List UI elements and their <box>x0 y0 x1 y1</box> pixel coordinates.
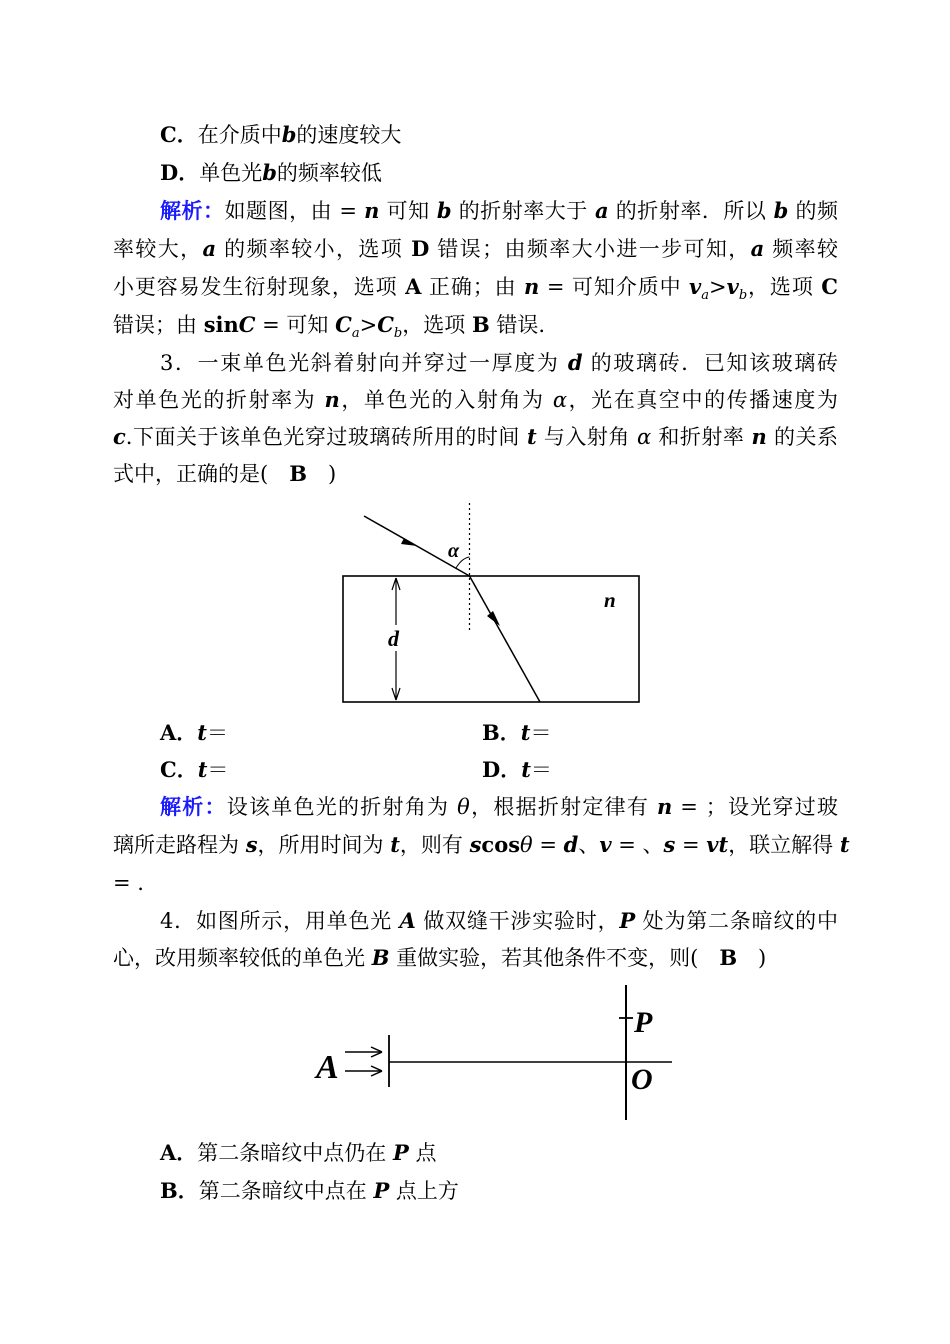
text: 心，改用频率较低的单色光 <box>113 946 372 970</box>
text: 的折射率．所以 <box>608 199 774 223</box>
text: B <box>471 312 490 337</box>
option-text: 点 <box>408 1141 437 1165</box>
text: = . <box>113 871 144 895</box>
arrow-icon <box>401 538 417 546</box>
q4-option-b <box>160 1176 838 1206</box>
option-prefix: C． <box>160 757 198 782</box>
text: ，则有 <box>399 833 470 857</box>
var: v <box>599 832 612 857</box>
var: s <box>245 832 258 857</box>
text: .下面关于该单色光穿过玻璃砖所用的时间 <box>125 425 528 449</box>
text: 设该单色光的折射角为 <box>226 795 458 819</box>
var: a <box>594 198 609 223</box>
var: θ <box>520 833 533 857</box>
text: 错误；由频率大小进一步可知， <box>429 237 751 261</box>
q4-line-1 <box>160 906 838 936</box>
var: t <box>839 832 850 857</box>
text: ，单色光的入射角为 <box>339 388 553 412</box>
text: 式中，正确的是( <box>113 462 290 486</box>
q2-option-d <box>160 158 838 188</box>
text: ，光在真空中的传播速度为 <box>567 388 838 412</box>
text: 璃所走路程为 <box>113 833 246 857</box>
var: C <box>335 312 352 337</box>
q2-analysis-line-1 <box>160 196 838 226</box>
text: C <box>821 274 838 299</box>
var: a <box>750 236 765 261</box>
subscript: b <box>393 326 403 342</box>
var: b <box>436 198 452 223</box>
var-b: b <box>262 160 277 185</box>
double-slit-figure <box>310 980 685 1125</box>
text: ，选项 <box>402 313 472 337</box>
answer: B <box>719 945 738 970</box>
equals: ＝ <box>530 721 552 745</box>
text: ，联立解得 <box>728 833 840 857</box>
var-p: P <box>373 1178 390 1203</box>
q3-option-a <box>160 718 228 748</box>
p-label: P <box>634 1006 653 1039</box>
q3-line-1 <box>160 348 838 378</box>
var: vt <box>706 832 729 857</box>
text: = 可知介质中 <box>539 275 690 299</box>
analysis-label: 解析： <box>160 198 225 223</box>
subscript: b <box>738 288 748 304</box>
text: 的频率较小，选项 <box>216 237 412 261</box>
subscript: a <box>351 326 360 342</box>
text: 与入射角 <box>536 425 638 449</box>
var: v <box>689 274 702 299</box>
q3-line-4 <box>113 459 838 489</box>
var: a <box>202 236 217 261</box>
text: 的玻璃砖．已知该玻璃砖 <box>582 351 838 375</box>
text: 3．一束单色光斜着射向并穿过一厚度为 <box>160 351 568 375</box>
option-text: 在介质中 <box>197 123 282 147</box>
o-label: O <box>631 1063 653 1096</box>
q2-option-c <box>160 120 838 150</box>
var: c <box>113 424 126 449</box>
answer: B <box>289 461 307 486</box>
arrow-icon <box>487 611 500 626</box>
var: C <box>377 312 394 337</box>
option-prefix: A． <box>160 720 198 745</box>
var-t: t <box>520 720 531 745</box>
subscript: a <box>701 288 710 304</box>
q2-analysis-line-4 <box>113 310 838 349</box>
var: n <box>657 794 673 819</box>
text: ，根据折射定律有 <box>469 795 657 819</box>
text: 正确；由 <box>421 275 525 299</box>
refracted-ray <box>470 576 541 702</box>
q3-option-c <box>160 755 228 785</box>
text: 的折射率大于 <box>451 199 595 223</box>
var-b: b <box>281 122 297 147</box>
text: 率较大， <box>113 237 203 261</box>
var: v <box>726 274 739 299</box>
var: t <box>390 832 400 857</box>
q2-analysis-line-2 <box>113 234 838 264</box>
option-prefix: D． <box>160 160 200 185</box>
text: 的频 <box>788 199 838 223</box>
var: θ <box>457 795 470 819</box>
text: 小更容易发生衍射现象，选项 <box>113 275 406 299</box>
text: ，选项 <box>747 275 822 299</box>
text: 频率较 <box>764 237 838 261</box>
q3-analysis-line-1 <box>160 792 838 822</box>
var: s <box>663 832 676 857</box>
var: n <box>364 198 380 223</box>
q2-analysis-line-3 <box>113 272 838 311</box>
equals: ＝ <box>207 721 228 745</box>
n-label: n <box>604 588 616 612</box>
glass-block-figure <box>340 505 645 710</box>
var: d <box>567 350 583 375</box>
text: 的关系 <box>766 425 838 449</box>
equals: ＝ <box>207 758 229 782</box>
option-prefix: B． <box>160 1178 199 1203</box>
option-text: 的频率较低 <box>276 161 382 185</box>
text: ) <box>737 946 767 970</box>
var-t: t <box>197 757 208 782</box>
a-label: A <box>316 1049 339 1086</box>
var: t <box>527 424 537 449</box>
text: ) <box>306 462 337 486</box>
option-prefix: B． <box>482 720 521 745</box>
text: D <box>411 236 430 261</box>
option-text: 的速度较大 <box>296 123 402 147</box>
text: 、 <box>578 833 600 857</box>
text: A <box>405 274 422 299</box>
text: = 、 <box>611 833 664 857</box>
text: 做双缝干涉实验时， <box>415 909 620 933</box>
equals: ＝ <box>530 758 552 782</box>
text: 错误. <box>489 313 546 337</box>
text: 4．如图所示，用单色光 <box>160 909 400 933</box>
q3-line-3 <box>113 422 838 452</box>
var: n <box>324 387 340 412</box>
option-prefix: D． <box>482 757 522 782</box>
option-text: 第二条暗纹中点仍在 <box>197 1141 393 1165</box>
var: α <box>637 425 652 449</box>
text: = <box>532 833 564 857</box>
option-text: 单色光 <box>199 161 263 185</box>
text: ，所用时间为 <box>257 833 391 857</box>
text: 如题图，由 = <box>224 199 365 223</box>
q3-line-2 <box>113 385 838 415</box>
var: α <box>552 388 568 412</box>
text: 处为第二条暗纹的中 <box>635 909 838 933</box>
text: cos <box>481 832 521 857</box>
option-text: 点上方 <box>389 1179 459 1203</box>
var: C <box>238 312 256 337</box>
var: b <box>773 198 789 223</box>
q3-analysis-line-2 <box>113 830 850 860</box>
q3-option-b <box>482 718 551 748</box>
text: = ；设光穿过玻 <box>672 795 838 819</box>
q4-line-2 <box>113 943 838 973</box>
text: 对单色光的折射率为 <box>113 388 325 412</box>
q4-option-a <box>160 1138 838 1168</box>
option-text: 第二条暗纹中点在 <box>198 1179 374 1203</box>
q3-option-d <box>482 755 552 785</box>
var: n <box>524 274 540 299</box>
text: 和折射率 <box>651 425 752 449</box>
text: sin <box>203 312 239 337</box>
var-t: t <box>521 757 531 782</box>
var: P <box>619 908 636 933</box>
var: n <box>751 424 767 449</box>
q3-analysis-line-3 <box>113 868 838 898</box>
var-t: t <box>197 720 207 745</box>
option-prefix: A． <box>160 1140 198 1165</box>
var: d <box>563 832 579 857</box>
text: 错误；由 <box>113 313 204 337</box>
text: = 可知 <box>255 313 336 337</box>
var: A <box>399 908 416 933</box>
text: = <box>675 833 707 857</box>
var: B <box>371 945 390 970</box>
var-p: P <box>392 1140 409 1165</box>
alpha-label: α <box>448 540 460 562</box>
d-label: d <box>388 626 399 651</box>
text: 重做实验，若其他条件不变，则( <box>389 946 720 970</box>
analysis-label: 解析： <box>160 794 227 819</box>
text: > <box>359 313 378 337</box>
var: s <box>469 832 482 857</box>
text: > <box>709 275 727 299</box>
option-prefix: C． <box>160 122 198 147</box>
text: 可知 <box>379 199 437 223</box>
